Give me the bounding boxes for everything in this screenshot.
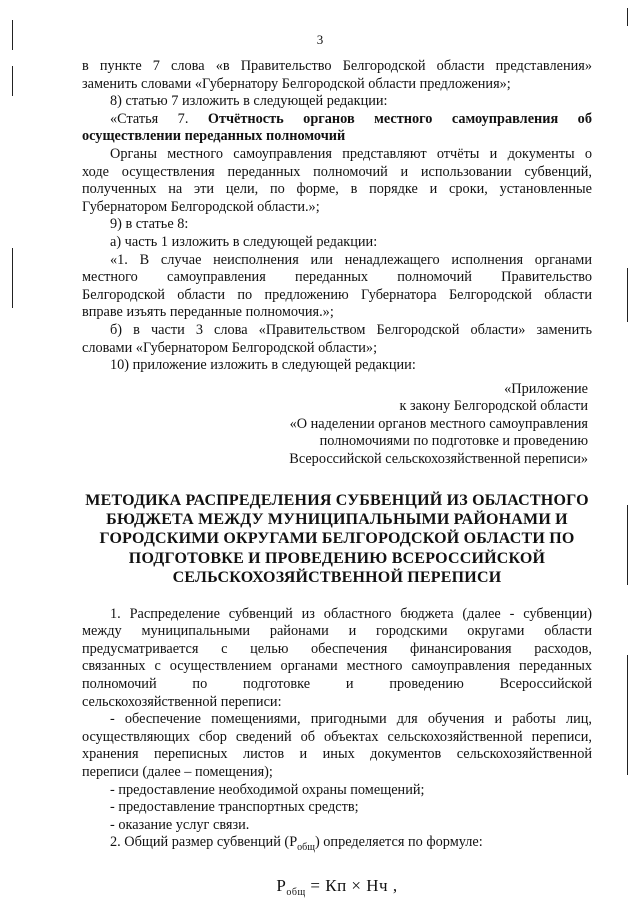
text-line: - обеспечение помещениями, пригодными для обучения и работы лиц, xyxy=(110,711,592,728)
text-line: а) часть 1 изложить в следующей редакции: xyxy=(110,233,378,250)
text-line: полученных на эти цели, по форме, в порядке и сроки, установленные xyxy=(82,181,592,198)
heading-line: СЕЛЬСКОХОЗЯЙСТВЕННОЙ ПЕРЕПИСИ xyxy=(172,569,502,587)
heading-line: БЮДЖЕТА МЕЖДУ МУНИЦИПАЛЬНЫМИ РАЙОНАМИ И xyxy=(106,511,568,529)
formula-lhs-subscript: общ xyxy=(286,887,306,898)
text-line: между муниципальными районами и городскими округами области xyxy=(82,623,592,640)
text-line: б) в части 3 слова «Правительством Белгородской области» заменить xyxy=(110,321,592,338)
symbol-subscript: общ xyxy=(297,842,315,854)
text-line: 8) статью 7 изложить в следующей редакции: xyxy=(110,93,388,110)
methodology-heading xyxy=(82,491,592,588)
scan-edge-right xyxy=(627,505,628,585)
text-line: местного самоуправления переданных полномочий Правительство xyxy=(82,269,592,286)
text-line: связанных с осуществлением органами местного самоуправления переданных xyxy=(82,658,592,675)
bullet-item: - оказание услуг связи. xyxy=(110,816,250,833)
formula-lhs: P xyxy=(276,876,287,895)
scan-edge-right xyxy=(627,8,628,26)
bullet-item: - предоставление транспортных средств; xyxy=(110,799,359,816)
symbol-p-total xyxy=(289,834,315,854)
text-line: хранения переписных листов и иных документов сельскохозяйственной xyxy=(82,746,592,763)
text-line: полномочий по подготовке и проведению Всероссийской xyxy=(82,676,592,693)
text-line: 10) приложение изложить в следующей редакции: xyxy=(110,357,416,374)
heading-line: МЕТОДИКА РАСПРЕДЕЛЕНИЯ СУБВЕНЦИЙ ИЗ ОБЛАСТНОГО xyxy=(85,491,589,509)
appendix-line: к закону Белгородской области xyxy=(399,398,588,415)
article-title-cont: осуществлении переданных полномочий xyxy=(82,128,346,145)
text-line: предусматривается с целью обеспечения финансирования расходов, xyxy=(82,640,592,657)
scan-edge-right xyxy=(627,655,628,775)
heading-line: ГОРОДСКИМИ ОКРУГАМИ БЕЛГОРОДСКОЙ ОБЛАСТИ ПО xyxy=(99,530,575,548)
formula-intro-text-end: ) определяется по формуле: xyxy=(314,834,483,851)
formula-intro-text: 2. Общий размер субвенций ( xyxy=(110,834,290,851)
text-line: переписи (далее – помещения); xyxy=(82,764,273,781)
formula-intro-line xyxy=(82,834,592,857)
article-number: «Статья 7. xyxy=(110,110,189,127)
text-line: в пункте 7 слова «в Правительство Белгородской области представления» xyxy=(82,58,592,74)
article-title: Отчётность органов местного самоуправления об xyxy=(207,110,592,127)
formula-rhs: = Кп × Нч , xyxy=(310,876,398,895)
text-line: осуществляющих сбор сведений об объектах сельскохозяйственной переписи, xyxy=(82,728,592,745)
appendix-line: полномочиями по подготовке и проведению xyxy=(319,433,588,450)
text-line: «1. В случае неисполнения или ненадлежащего исполнения органами xyxy=(110,251,592,268)
article-title-line xyxy=(82,111,592,129)
text-line: словами «Губернатором Белгородской области»; xyxy=(82,339,378,356)
text-line: Белгородской области по предложению Губернатора Белгородской области xyxy=(82,286,592,303)
bullet-item: - предоставление необходимой охраны помещений; xyxy=(110,781,425,798)
text-line: 1. Распределение субвенций из областного бюджета (далее - субвенции) xyxy=(110,605,592,622)
scan-edge-left xyxy=(12,248,13,308)
appendix-caption xyxy=(82,381,592,469)
symbol-letter: P xyxy=(289,834,298,851)
page-body xyxy=(82,58,592,902)
scan-edge-left xyxy=(12,66,13,96)
heading-line: ПОДГОТОВКЕ И ПРОВЕДЕНИЮ ВСЕРОССИЙСКОЙ xyxy=(128,549,546,567)
page-number: 3 xyxy=(316,32,324,47)
appendix-line: «О наделении органов местного самоуправления xyxy=(289,415,588,432)
text-line: заменить словами «Губернатору Белгородской области предложения»; xyxy=(82,75,511,92)
text-line: Губернатором Белгородской области.»; xyxy=(82,198,320,215)
text-line: ходе осуществления переданных полномочий и использовании субвенций, xyxy=(82,163,592,180)
text-line: вправе изъять переданные полномочия.»; xyxy=(82,304,334,321)
scan-edge-left xyxy=(12,20,13,50)
text-line: Органы местного самоуправления представляют отчёты и документы о xyxy=(110,145,592,162)
scan-edge-right xyxy=(627,268,628,322)
text-line: сельскохозяйственной переписи: xyxy=(82,693,282,710)
text-line: 9) в статье 8: xyxy=(110,216,189,233)
appendix-line: «Приложение xyxy=(504,380,588,397)
formula xyxy=(82,877,592,902)
appendix-line: Всероссийской сельскохозяйственной переписи» xyxy=(289,451,588,468)
